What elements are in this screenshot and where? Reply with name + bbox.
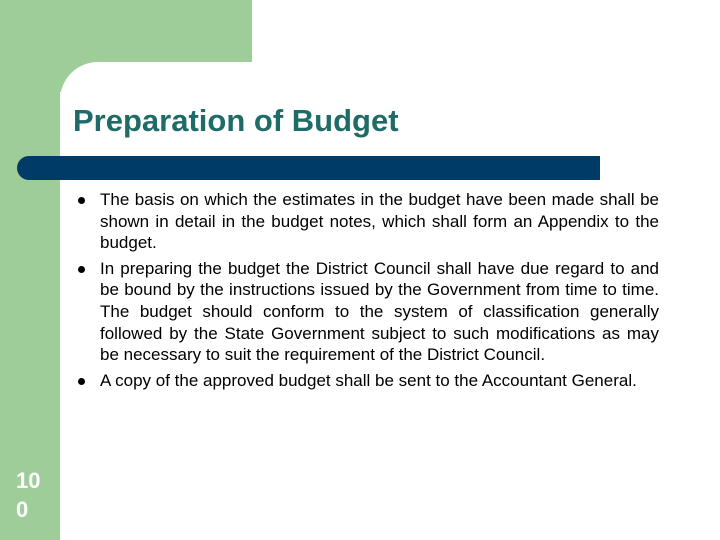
slide-number-line: 10 [16,468,41,493]
bullet-text: In preparing the budget the District Council shall have due regard to and be bound by the instructions issued by the Government from time to time. The budget should conform to the system of classification generally followed by the State Government subject to such modifications as may be necessary to suit the requirement of the District Council. [100,258,659,365]
slide-number-line: 0 [16,497,29,522]
bullet-dot-icon [78,266,85,273]
bullet-item [76,258,659,366]
bullet-dot-icon [78,197,85,204]
bullet-text: The basis on which the estimates in the budget have been made shall be shown in detail in the budget notes, which shall form an Appendix to the budget. [100,190,659,253]
bullet-item [76,189,659,254]
bullet-list [76,189,659,395]
decorative-green-left-strip [0,0,60,540]
slide-title: Preparation of Budget [73,103,399,138]
bullet-text: A copy of the approved budget shall be sent to the Accountant General. [100,370,637,390]
bullet-dot-icon [78,378,85,385]
bullet-item [76,370,659,392]
title-underline-bar [17,156,600,180]
slide-number [16,466,56,524]
